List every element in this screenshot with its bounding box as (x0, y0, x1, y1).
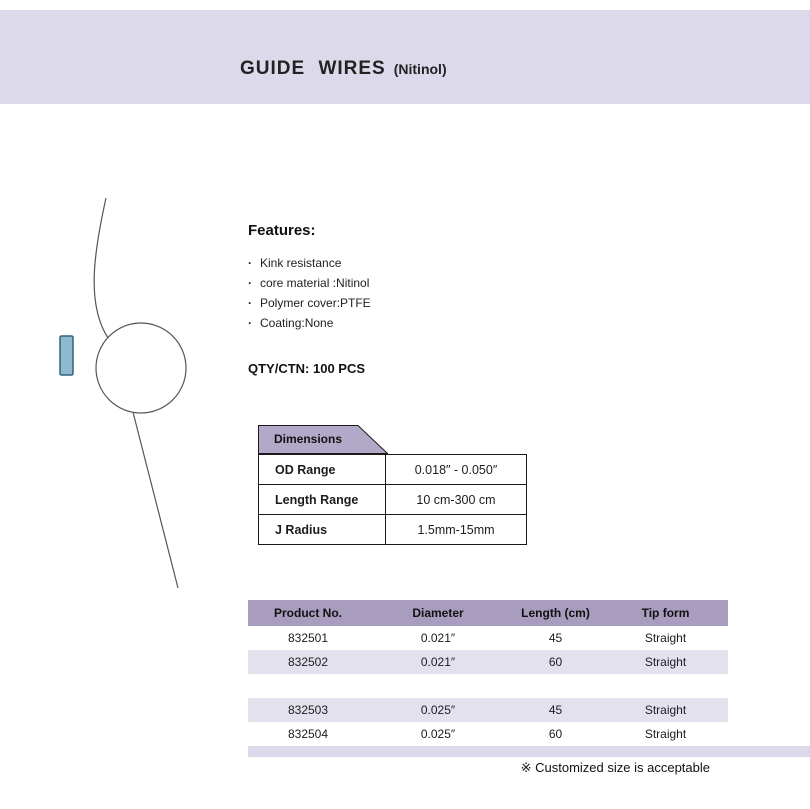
bullet-icon: · (248, 316, 252, 330)
bullet-icon: · (248, 256, 252, 270)
cell-tip-form: Straight (644, 727, 687, 741)
cell-length: 60 (548, 727, 563, 741)
col-product-no: Product No. (274, 606, 342, 620)
cell-tip-form: Straight (644, 631, 687, 645)
cell-diameter: 0.025″ (420, 703, 456, 717)
wire-loop (96, 323, 186, 413)
cell-product-no: 832501 (287, 631, 329, 645)
dimensions-table (258, 454, 527, 545)
table-gap-row (248, 674, 728, 698)
features-heading: Features: (248, 222, 316, 239)
wire-upper-curve (94, 198, 108, 338)
dim-row-label: J Radius (259, 515, 386, 544)
col-length: Length (cm) (521, 606, 590, 620)
dim-row-value: 0.018″ - 0.050″ (386, 455, 526, 485)
feature-text: Kink resistance (260, 256, 342, 270)
bullet-icon: · (248, 296, 252, 310)
wire-clip (60, 336, 73, 375)
page-title-row (240, 58, 447, 80)
footnote: ※ Customized size is acceptable (520, 760, 710, 775)
dim-row-value: 10 cm-300 cm (386, 485, 526, 515)
wire-lower-curve (133, 412, 178, 588)
page-subtitle: (Nitinol) (393, 61, 447, 77)
feature-text: core material :Nitinol (260, 276, 370, 290)
bullet-icon: · (248, 276, 252, 290)
header-band (0, 10, 810, 104)
page-title: GUIDE WIRES (240, 58, 386, 79)
cell-length: 60 (548, 655, 563, 669)
dim-row-label: OD Range (259, 455, 386, 485)
cell-tip-form: Straight (644, 703, 687, 717)
table-row (248, 722, 728, 746)
features-section (248, 222, 528, 376)
col-tip-form: Tip form (641, 606, 690, 620)
table-row (248, 698, 728, 722)
cell-diameter: 0.025″ (420, 727, 456, 741)
dimensions-tab (258, 425, 388, 454)
dim-row-label: Length Range (259, 485, 386, 515)
feature-text: Polymer cover:PTFE (260, 296, 371, 310)
cell-diameter: 0.021″ (420, 631, 456, 645)
col-diameter: Diameter (412, 606, 464, 620)
cell-length: 45 (548, 703, 563, 717)
bottom-accent-strip (248, 746, 810, 757)
table-row (248, 650, 728, 674)
feature-text: Coating:None (260, 316, 334, 330)
qty-line: QTY/CTN: 100 PCS (248, 361, 366, 376)
product-table-header (248, 600, 728, 626)
dimensions-tab-label: Dimensions (274, 432, 343, 446)
feature-item (248, 273, 528, 293)
cell-product-no: 832504 (287, 727, 329, 741)
feature-item (248, 253, 528, 273)
cell-diameter: 0.021″ (420, 655, 456, 669)
cell-tip-form: Straight (644, 655, 687, 669)
feature-item (248, 313, 528, 333)
dim-row-value: 1.5mm-15mm (417, 522, 495, 537)
feature-item (248, 293, 528, 313)
guide-wire-illustration (38, 182, 258, 612)
cell-length: 45 (548, 631, 563, 645)
cell-product-no: 832502 (287, 655, 329, 669)
product-table (248, 600, 728, 746)
table-row (248, 626, 728, 650)
cell-product-no: 832503 (287, 703, 329, 717)
